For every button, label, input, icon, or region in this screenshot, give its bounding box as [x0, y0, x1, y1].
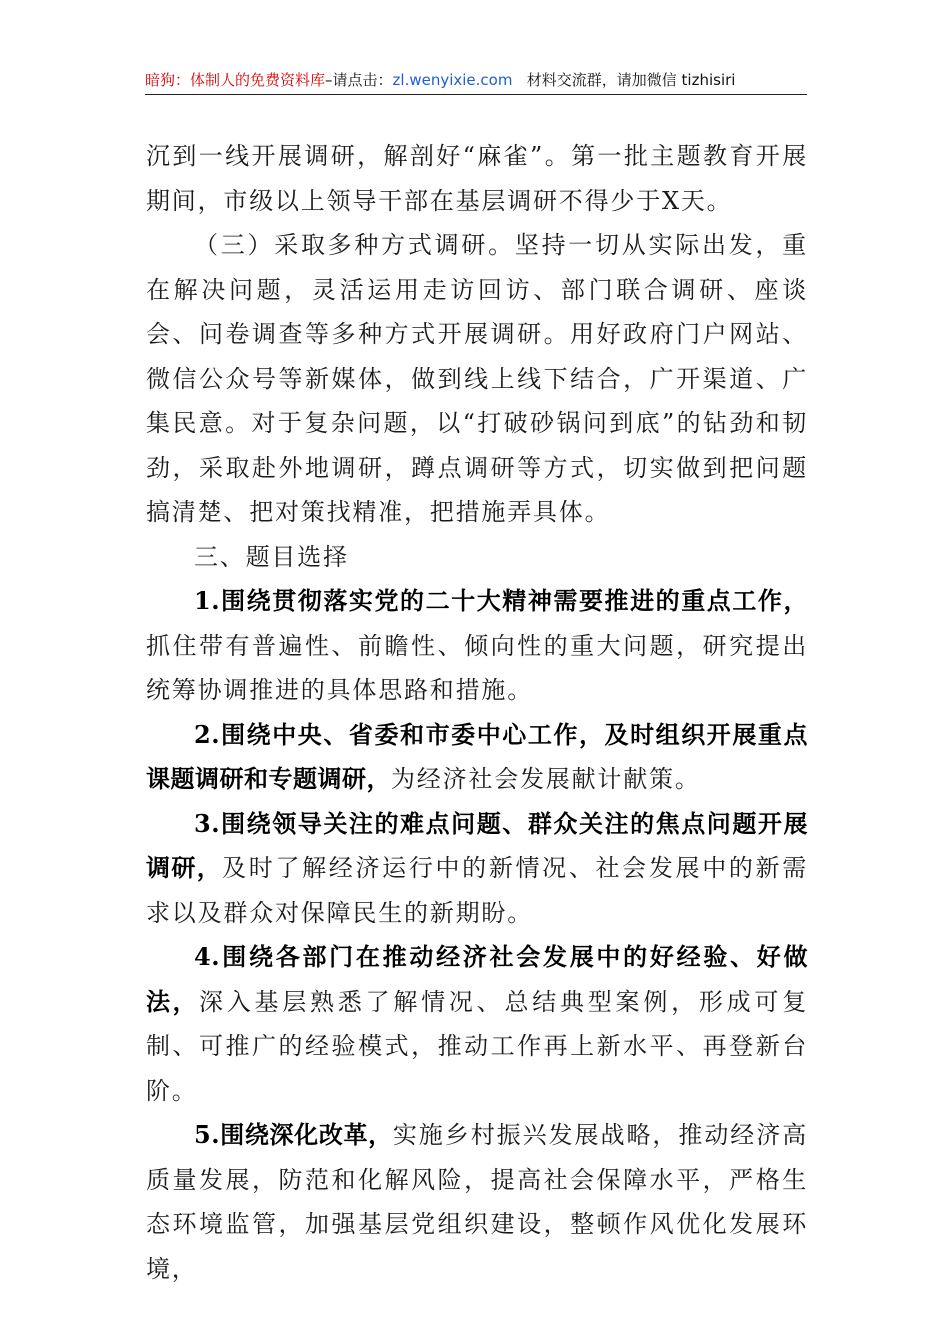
paragraph-text: 坚持一切从实际出发，重在解决问题，灵活运用走访回访、部门联合调研、座谈会、问卷调查等多种方式开展调研。用好政府门户网站、微信公众号等新媒体，做到线上线下结合，广开渠道、广集民意。对于复杂问题，以“打破砂锅问到底”的钻劲和韧劲，采取赴外地调研，蹲点调研等方式，切实做到把问题搞清楚、把对策找精准，把措施弄具体。 — [146, 231, 808, 526]
paragraph-lead: （三）采取多种方式调研。 — [194, 231, 515, 259]
document-body — [146, 134, 808, 1291]
paragraph-2 — [146, 223, 808, 535]
paragraph-text: 抓住带有普遍性、前瞻性、倾向性的重大问题，研究提出统筹协调推进的具体思路和措施。 — [146, 631, 808, 704]
paragraph-bold-lead: 4.围绕各部门在推动经济社会发展中的好经验、好做法， — [146, 942, 808, 1016]
paragraph-text: 为经济社会发展献计献策。 — [391, 765, 701, 793]
paragraph-bold-lead: 3.围绕领导关注的难点问题、群众关注的焦点问题开展调研， — [146, 808, 808, 882]
section-heading — [146, 535, 808, 580]
header-click-prompt: –请点击： — [325, 71, 393, 89]
paragraph-8 — [146, 1113, 808, 1291]
paragraph-bold-lead: 1.围绕贯彻落实党的二十大精神需要推进的重点工作， — [194, 586, 808, 615]
header-url-link[interactable]: zl.wenyixie.com — [392, 71, 513, 89]
paragraph-bold-lead: 5.围绕深化改革， — [194, 1120, 393, 1149]
paragraph-1 — [146, 134, 808, 223]
paragraph-6 — [146, 802, 808, 936]
paragraph-7 — [146, 935, 808, 1113]
paragraph-text: 及时了解经济运行中的新情况、社会发展中的新需求以及群众对保障民生的新期盼。 — [146, 854, 809, 927]
page-header — [145, 66, 807, 95]
header-wechat-note: 材料交流群，请加微信 tizhisiri — [526, 71, 736, 89]
paragraph-text: 沉到一线开展调研，解剖好“麻雀”。第一批主题教育开展期间，市级以上领导干部在基层调研不得少于X天。 — [146, 142, 808, 215]
header-site-name: 暗狗：体制人的免费资料库 — [145, 71, 326, 89]
paragraph-text: 深入基层熟悉了解情况、总结典型案例，形成可复制、可推广的经验模式，推动工作再上新水平、再登新台阶。 — [146, 987, 808, 1105]
paragraph-text: 实施乡村振兴发展战略，推动经济高质量发展，防范和化解风险，提高社会保障水平，严格生态环境监管，加强基层党组织建设，整顿作风优化发展环境， — [146, 1121, 808, 1283]
paragraph-4 — [146, 579, 808, 713]
section-heading-text: 三、题目选择 — [194, 542, 349, 571]
paragraph-bold-lead: 2.围绕中央、省委和市委中心工作，及时组织开展重点课题调研和专题调研， — [146, 719, 808, 793]
paragraph-5 — [146, 713, 808, 802]
